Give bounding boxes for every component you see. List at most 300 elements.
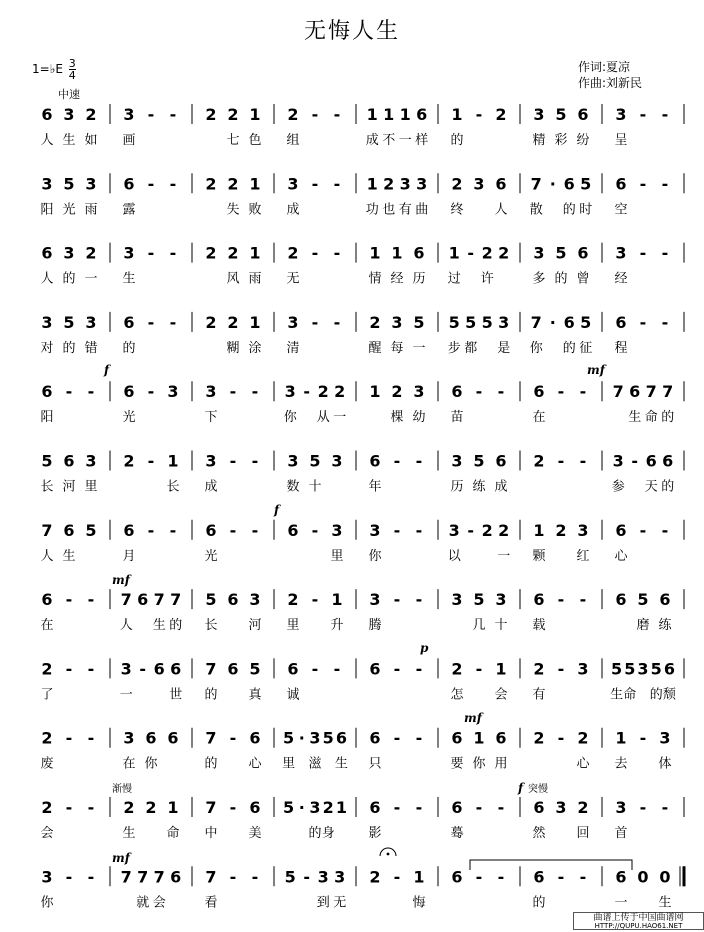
bracket: [470, 860, 632, 870]
note: 6: [170, 867, 182, 887]
lyric-char: 影: [368, 826, 382, 841]
lyric-char: 要: [450, 756, 464, 772]
note: -: [229, 728, 237, 748]
lyric-char: 人: [119, 618, 133, 634]
note: 6: [227, 590, 239, 610]
dynamic-mf: mf: [587, 363, 605, 377]
lyric-char: 生: [122, 271, 136, 287]
note: 6: [249, 728, 261, 748]
note: -: [661, 105, 669, 124]
note: 2: [334, 382, 346, 402]
dynamic-mf: mf: [464, 711, 482, 725]
note: 2: [41, 659, 53, 679]
lyric-char: 空: [614, 202, 628, 218]
note: 6: [369, 798, 381, 817]
lyric-char: 一: [119, 687, 133, 703]
note: -: [415, 590, 423, 610]
note: -: [631, 451, 639, 471]
note: -: [229, 798, 237, 817]
lyric-char: 红: [576, 548, 590, 564]
note: 6: [495, 174, 507, 194]
note: ·: [298, 728, 305, 748]
lyric-char: 七: [226, 133, 240, 148]
note: 1: [615, 728, 627, 748]
lyric-char: 滋: [308, 756, 322, 772]
note: -: [333, 312, 341, 332]
note: 5: [624, 659, 636, 679]
lyric-char: 颓: [662, 687, 676, 703]
note: 2: [383, 174, 395, 194]
lyric-char: 许: [480, 271, 494, 287]
note: 6: [533, 798, 545, 817]
note: 3: [577, 520, 589, 540]
lyric-char: 了: [40, 687, 54, 703]
note: -: [639, 728, 647, 748]
note: 3: [577, 659, 589, 679]
lyric-char: 生: [610, 687, 624, 703]
note: 6: [287, 520, 299, 540]
lyric-char: 回: [576, 826, 590, 841]
note: 7: [612, 382, 624, 402]
lyric-char: 样: [415, 133, 429, 148]
lyric-char: 心: [576, 756, 590, 772]
note: 2: [577, 728, 589, 748]
lyric-char: 有: [398, 202, 412, 218]
note: -: [65, 867, 73, 887]
lyric-char: 你: [368, 548, 382, 564]
lyric-char: 的: [554, 271, 568, 287]
lyric-char: 纷: [576, 133, 590, 148]
note: 3: [63, 243, 75, 263]
lyric-char: 雨: [84, 202, 98, 218]
lyric-char: 废: [40, 756, 54, 772]
lyric-char: 心: [248, 756, 262, 772]
note: -: [393, 520, 401, 540]
note: -: [229, 451, 237, 471]
note: -: [393, 590, 401, 610]
lyric-char: 的: [62, 340, 76, 356]
note: 6: [615, 312, 627, 332]
note: 6: [63, 520, 75, 540]
note: 7: [205, 798, 217, 817]
note: 5: [85, 520, 97, 540]
note: -: [311, 312, 319, 332]
note: 5: [650, 659, 662, 679]
note: -: [87, 867, 95, 887]
lyric-char: 功: [365, 202, 379, 218]
note: 2: [287, 243, 299, 263]
note: -: [393, 728, 401, 748]
lyric-char: 过: [447, 271, 461, 287]
note: 6: [615, 520, 627, 540]
note: -: [87, 798, 95, 817]
note: 2: [481, 520, 493, 540]
lyric-char: 精: [532, 133, 546, 148]
note: 3: [448, 520, 460, 540]
note: -: [393, 867, 401, 887]
lyric-char: 生: [122, 826, 136, 841]
note: -: [87, 590, 95, 610]
lyric-char: 情: [368, 271, 382, 287]
lyric-char: 的: [169, 618, 183, 634]
note: 3: [123, 728, 135, 748]
note: 3: [473, 174, 485, 194]
note: -: [147, 520, 155, 540]
lyric-char: 生: [62, 133, 76, 148]
lyric-char: 身: [321, 826, 335, 841]
note: 6: [416, 105, 428, 124]
note: -: [147, 451, 155, 471]
note: -: [303, 867, 311, 887]
note: 6: [533, 590, 545, 610]
note: 3: [85, 312, 97, 332]
note: 3: [451, 590, 463, 610]
lyric-char: 是: [497, 340, 511, 356]
note: 2: [205, 174, 217, 194]
watermark-line1: 曲谱上传于中国曲谱网: [593, 913, 684, 923]
note: -: [557, 867, 565, 887]
note: -: [251, 382, 259, 402]
note: 5: [481, 312, 493, 332]
note: -: [475, 382, 483, 402]
note: 3: [533, 105, 545, 124]
note: -: [65, 590, 73, 610]
lyric-char: 历: [450, 479, 464, 495]
lyric-char: 每: [390, 340, 404, 356]
note: 1: [413, 867, 425, 887]
note: 3: [167, 382, 179, 402]
note: 2: [205, 312, 217, 332]
note: 1: [249, 174, 261, 194]
note: 6: [167, 728, 179, 748]
note: 7: [41, 520, 53, 540]
note: -: [639, 174, 647, 194]
note: 7: [153, 590, 165, 610]
lyric-char: 的: [562, 340, 576, 356]
meter-top: 3: [68, 57, 76, 70]
lyric-char: 败: [248, 202, 262, 218]
note: 3: [612, 451, 624, 471]
note: 3: [85, 451, 97, 471]
note: 3: [205, 382, 217, 402]
lyric-char: 的: [450, 133, 464, 148]
note: 5: [611, 659, 623, 679]
lyric-char: 画: [122, 133, 136, 148]
lyric-char: 程: [614, 340, 628, 356]
lyric-char: 长: [40, 479, 54, 495]
note: 6: [659, 590, 671, 610]
lyric-char: 步: [447, 340, 461, 356]
note: 1: [448, 243, 460, 263]
lyric-char: 以: [447, 548, 461, 564]
lyric-char: 看: [204, 895, 218, 911]
note: 7: [120, 590, 132, 610]
note: 3: [123, 105, 135, 124]
lyric-char: 里: [84, 479, 98, 495]
note: 3: [615, 798, 627, 817]
note: -: [579, 867, 587, 887]
note: 2: [369, 867, 381, 887]
note: 6: [495, 451, 507, 471]
fermata-dot: [387, 853, 390, 856]
lyric-char: 对: [40, 340, 54, 356]
note: 2: [481, 243, 493, 263]
note: 2: [123, 798, 135, 817]
note: -: [497, 382, 505, 402]
lyric-char: 生: [334, 756, 348, 772]
note: 5: [41, 451, 53, 471]
note: -: [139, 659, 147, 679]
note: -: [87, 659, 95, 679]
lyric-char: 你: [283, 410, 297, 426]
note: 5: [63, 174, 75, 194]
lyric-char: 的: [122, 340, 136, 356]
lyric-char: 河: [248, 618, 262, 634]
lyric-char: 一: [333, 410, 347, 426]
note: -: [557, 382, 565, 402]
note: 3: [498, 312, 510, 332]
lyric-char: 的: [532, 895, 546, 911]
note: -: [251, 867, 259, 887]
lyric-char: 练: [472, 479, 486, 495]
note: 6: [369, 728, 381, 748]
lyric-char: 成: [286, 202, 300, 218]
lyric-char: 阳: [40, 202, 54, 218]
lyric-char: 无: [286, 271, 300, 287]
note: 7: [530, 312, 542, 332]
lyric-char: 十: [308, 479, 322, 495]
lyric-char: 糊: [226, 340, 240, 356]
note: 3: [287, 174, 299, 194]
lyric-char: 都: [464, 340, 478, 356]
lyric-char: 终: [450, 202, 464, 218]
lyric-char: 命: [623, 687, 637, 703]
note: 3: [615, 105, 627, 124]
lyric-char: 到: [316, 895, 330, 911]
note: 3: [555, 798, 567, 817]
note: 2: [533, 451, 545, 471]
lyric-char: 从: [316, 410, 330, 426]
lyric-char: 练: [658, 618, 672, 634]
note: 3: [369, 590, 381, 610]
dynamic-f: f: [518, 781, 524, 795]
note: 3: [309, 798, 321, 817]
note: -: [333, 659, 341, 679]
lyric-char: 散: [529, 202, 543, 218]
note: -: [147, 174, 155, 194]
watermark-line2: HTTP://QUPU.HAO61.NET: [594, 922, 683, 930]
note: 2: [85, 105, 97, 124]
note: 5: [555, 243, 567, 263]
note: 5: [637, 590, 649, 610]
note: 6: [123, 312, 135, 332]
note: 5: [465, 312, 477, 332]
note: 6: [205, 520, 217, 540]
lyric-char: 腾: [368, 618, 382, 634]
lyric-char: 在: [532, 410, 546, 426]
note: 3: [287, 312, 299, 332]
note: -: [467, 520, 475, 540]
watermark-box: [573, 912, 704, 930]
lyric-char: 的: [562, 202, 576, 218]
note: -: [229, 382, 237, 402]
lyric-char: 怎: [450, 687, 464, 703]
note: 2: [85, 243, 97, 263]
note: -: [169, 312, 177, 332]
note: -: [415, 520, 423, 540]
note: 3: [659, 728, 671, 748]
note: 3: [309, 728, 321, 748]
lyric-char: 会: [152, 895, 166, 911]
note: 3: [205, 451, 217, 471]
note: -: [475, 659, 483, 679]
lyric-char: 载: [532, 618, 546, 634]
note: 2: [451, 659, 463, 679]
note: 6: [123, 382, 135, 402]
lyric-char: 生: [658, 895, 672, 911]
note: 2: [495, 105, 507, 124]
dynamic-f: f: [104, 363, 110, 377]
lyric-char: 有: [532, 687, 546, 703]
note: -: [251, 451, 259, 471]
note: 6: [615, 867, 627, 887]
note: 5: [249, 659, 261, 679]
lyric-char: 失: [226, 202, 240, 218]
composer-credit: 作曲:刘新民: [578, 76, 643, 90]
lyric-char: 人: [40, 548, 54, 564]
lyric-char: 涂: [248, 340, 262, 356]
note: 3: [63, 105, 75, 124]
lyric-char: 磨: [636, 618, 650, 634]
note: -: [661, 520, 669, 540]
lyric-char: 光: [122, 410, 136, 426]
lyric-char: 你: [529, 340, 543, 356]
lyric-char: 曾: [576, 271, 590, 287]
lyric-char: 在: [122, 756, 136, 772]
lyric-char: 也: [382, 202, 396, 218]
lyric-char: 升: [330, 618, 344, 634]
note: -: [65, 659, 73, 679]
lyric-char: 人: [40, 271, 54, 287]
note: -: [497, 867, 505, 887]
note: 3: [416, 174, 428, 194]
lyric-char: 一: [614, 895, 628, 911]
note: 3: [317, 867, 329, 887]
note: 6: [662, 451, 674, 471]
note: 6: [41, 382, 53, 402]
lyric-char: 色: [248, 133, 262, 148]
lyric-char: 一: [84, 271, 98, 287]
note: 3: [331, 451, 343, 471]
note: 7: [530, 174, 542, 194]
note: -: [311, 659, 319, 679]
note: -: [661, 174, 669, 194]
note: -: [87, 728, 95, 748]
note: 6: [577, 243, 589, 263]
note: -: [415, 728, 423, 748]
note: 2: [123, 451, 135, 471]
note: -: [661, 312, 669, 332]
lyric-char: 美: [248, 826, 262, 841]
note: 1: [391, 243, 403, 263]
note: 6: [451, 728, 463, 748]
note: 7: [205, 659, 217, 679]
note: -: [467, 243, 475, 263]
note: 3: [249, 590, 261, 610]
note: 2: [287, 590, 299, 610]
lyric-char: 的: [204, 687, 218, 703]
lyric-char: 组: [286, 133, 300, 148]
note: -: [415, 798, 423, 817]
note: -: [169, 243, 177, 263]
lyric-char: 的: [204, 756, 218, 772]
note: 2: [205, 105, 217, 124]
note: 1: [167, 798, 179, 817]
note: 6: [629, 382, 641, 402]
note: 5: [63, 312, 75, 332]
note: -: [147, 243, 155, 263]
note: 5: [555, 105, 567, 124]
lyric-char: 成: [494, 479, 508, 495]
note: -: [311, 590, 319, 610]
note: 7: [205, 867, 217, 887]
note: 5: [448, 312, 460, 332]
lyric-char: 无: [333, 895, 347, 911]
note: 1: [473, 728, 485, 748]
lyric-char: 苗: [450, 410, 464, 426]
lyric-char: 风: [226, 271, 240, 287]
note: 6: [533, 867, 545, 887]
note: 2: [451, 174, 463, 194]
note: -: [639, 312, 647, 332]
lyric-char: 里: [286, 618, 300, 634]
note: 3: [331, 520, 343, 540]
note: 6: [413, 243, 425, 263]
note: 6: [577, 105, 589, 124]
lyric-char: 醒: [368, 340, 382, 356]
lyric-char: 如: [84, 133, 98, 148]
lyric-char: 你: [40, 895, 54, 911]
lyric-char: 清: [286, 340, 300, 356]
note: -: [87, 382, 95, 402]
note: 6: [495, 728, 507, 748]
note: 6: [123, 520, 135, 540]
lyric-char: 蓦: [450, 826, 464, 841]
note: 5: [322, 728, 334, 748]
note: 2: [227, 243, 239, 263]
note: -: [639, 105, 647, 124]
note: 3: [284, 382, 296, 402]
lyric-char: 真: [248, 687, 262, 703]
note: 6: [533, 382, 545, 402]
note: 7: [170, 590, 182, 610]
lyric-char: 错: [84, 340, 98, 356]
note: 6: [145, 728, 157, 748]
lyric-char: 幼: [412, 410, 426, 426]
note: -: [229, 867, 237, 887]
note: 2: [227, 105, 239, 124]
lyric-char: 光: [62, 202, 76, 218]
note: 6: [170, 659, 182, 679]
note: 3: [391, 312, 403, 332]
note: 6: [563, 312, 575, 332]
note: -: [333, 105, 341, 124]
tempo-marking: 中速: [58, 88, 80, 101]
note: -: [229, 520, 237, 540]
lyric-char: 会: [494, 687, 508, 703]
note: -: [311, 105, 319, 124]
note: -: [557, 659, 565, 679]
